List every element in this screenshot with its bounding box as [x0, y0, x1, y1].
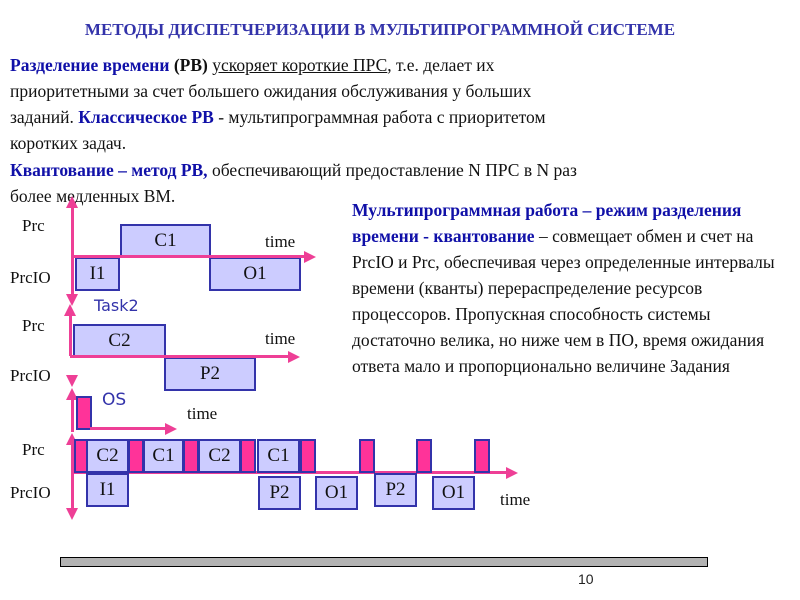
task2-prcio-label: PrcIO — [10, 366, 51, 385]
combined-time-label: time — [500, 490, 531, 509]
combined-prc-box-c1: C1 — [143, 439, 184, 473]
task2-prc-label: Prc — [22, 316, 45, 335]
os-label: OS — [102, 390, 127, 410]
os-time-axis — [90, 427, 167, 430]
abbr-rv: (РВ) — [169, 55, 213, 75]
os-quantum — [416, 439, 432, 473]
task1-time-axis — [72, 255, 308, 258]
combined-prcio-box-o1: O1 — [315, 476, 358, 510]
line-pre: заданий. — [10, 107, 79, 127]
axis-arrow-down-icon — [66, 508, 78, 520]
footer-bar — [60, 557, 708, 567]
os-quantum — [474, 439, 490, 473]
combined-prcio-box-o1: O1 — [432, 476, 475, 510]
combined-prc-box-c1: C1 — [257, 439, 300, 473]
os-quantum — [359, 439, 375, 473]
line-rest: обеспечивающий предоставление N ПРС в N раз — [207, 160, 577, 180]
os-quantum — [300, 439, 316, 473]
task1-box-c1: C1 — [120, 224, 211, 258]
intro-line-1 — [10, 52, 494, 78]
page-number: 10 — [578, 571, 594, 587]
os-time-label: time — [187, 404, 218, 423]
task2-label: Task2 — [94, 296, 139, 315]
axis-arrow-right-icon — [165, 423, 177, 435]
task2-box-c2: C2 — [73, 324, 166, 358]
right-bold-term: Мультипрограммная работа – режим разделения времени - квантование — [352, 200, 742, 246]
combined-prcio-box-i1: I1 — [86, 473, 129, 507]
term-classic-rv: Классическое РВ — [78, 107, 214, 127]
os-vertical-axis — [71, 398, 74, 432]
axis-arrow-right-icon — [288, 351, 300, 363]
task1-prc-label: Prc — [22, 216, 45, 235]
task1-time-label: time — [265, 232, 296, 251]
task1-vertical-axis — [71, 206, 74, 294]
axis-arrow-down-icon — [66, 375, 78, 387]
combined-prcio-box-p2: P2 — [258, 476, 301, 510]
os-quantum — [128, 439, 144, 473]
os-quantum — [183, 439, 199, 473]
task1-box-o1: O1 — [209, 257, 301, 291]
intro-line-5 — [10, 157, 577, 183]
task2-time-label: time — [265, 329, 296, 348]
term-quantization: Квантование – метод РВ, — [10, 160, 208, 180]
underlined-text: ускоряет короткие ПРС — [212, 55, 388, 75]
line-rest: , т.е. делает их — [387, 55, 495, 75]
intro-line-4: коротких задач. — [10, 133, 127, 153]
line-rest: - мультипрограммная работа с приоритетом — [213, 107, 546, 127]
combined-prc-box-c2: C2 — [86, 439, 129, 473]
slide-title: МЕТОДЫ ДИСПЕТЧЕРИЗАЦИИ В МУЛЬТИПРОГРАММНОЙ СИСТЕМЕ — [84, 20, 676, 39]
intro-line-2: приоритетными за счет большего ожидания обслуживания у больших — [10, 81, 532, 101]
combined-prc-label: Prc — [22, 440, 45, 459]
combined-prc-box-c2: C2 — [198, 439, 241, 473]
os-block — [76, 396, 92, 430]
task2-box-p2: P2 — [164, 357, 256, 391]
task2-time-axis — [70, 355, 290, 358]
combined-prcio-label: PrcIO — [10, 483, 51, 502]
os-quantum — [240, 439, 256, 473]
intro-line-3 — [10, 104, 546, 130]
right-body: совмещает обмен и счет на PrcIO и Prc, обеспечивая через определенные интервалы времени (кванты) перераспределение ресурсов процессоров. Пропускная способность системы достаточно велика, но ниже чем в ПО, время ожидания ответа мало и пропорционально величине Задания — [352, 226, 775, 376]
axis-arrow-right-icon — [506, 467, 518, 479]
axis-arrow-right-icon — [304, 251, 316, 263]
task1-prcio-label: PrcIO — [10, 268, 51, 287]
intro-line-6: более медленных ВМ. — [10, 186, 176, 206]
right-description — [352, 197, 792, 379]
task2-vertical-axis — [69, 314, 72, 356]
task1-box-i1: I1 — [75, 257, 120, 291]
term-time-sharing: Разделение времени — [10, 55, 170, 75]
combined-prcio-box-p2: P2 — [374, 473, 417, 507]
right-dash: – — [534, 226, 548, 246]
